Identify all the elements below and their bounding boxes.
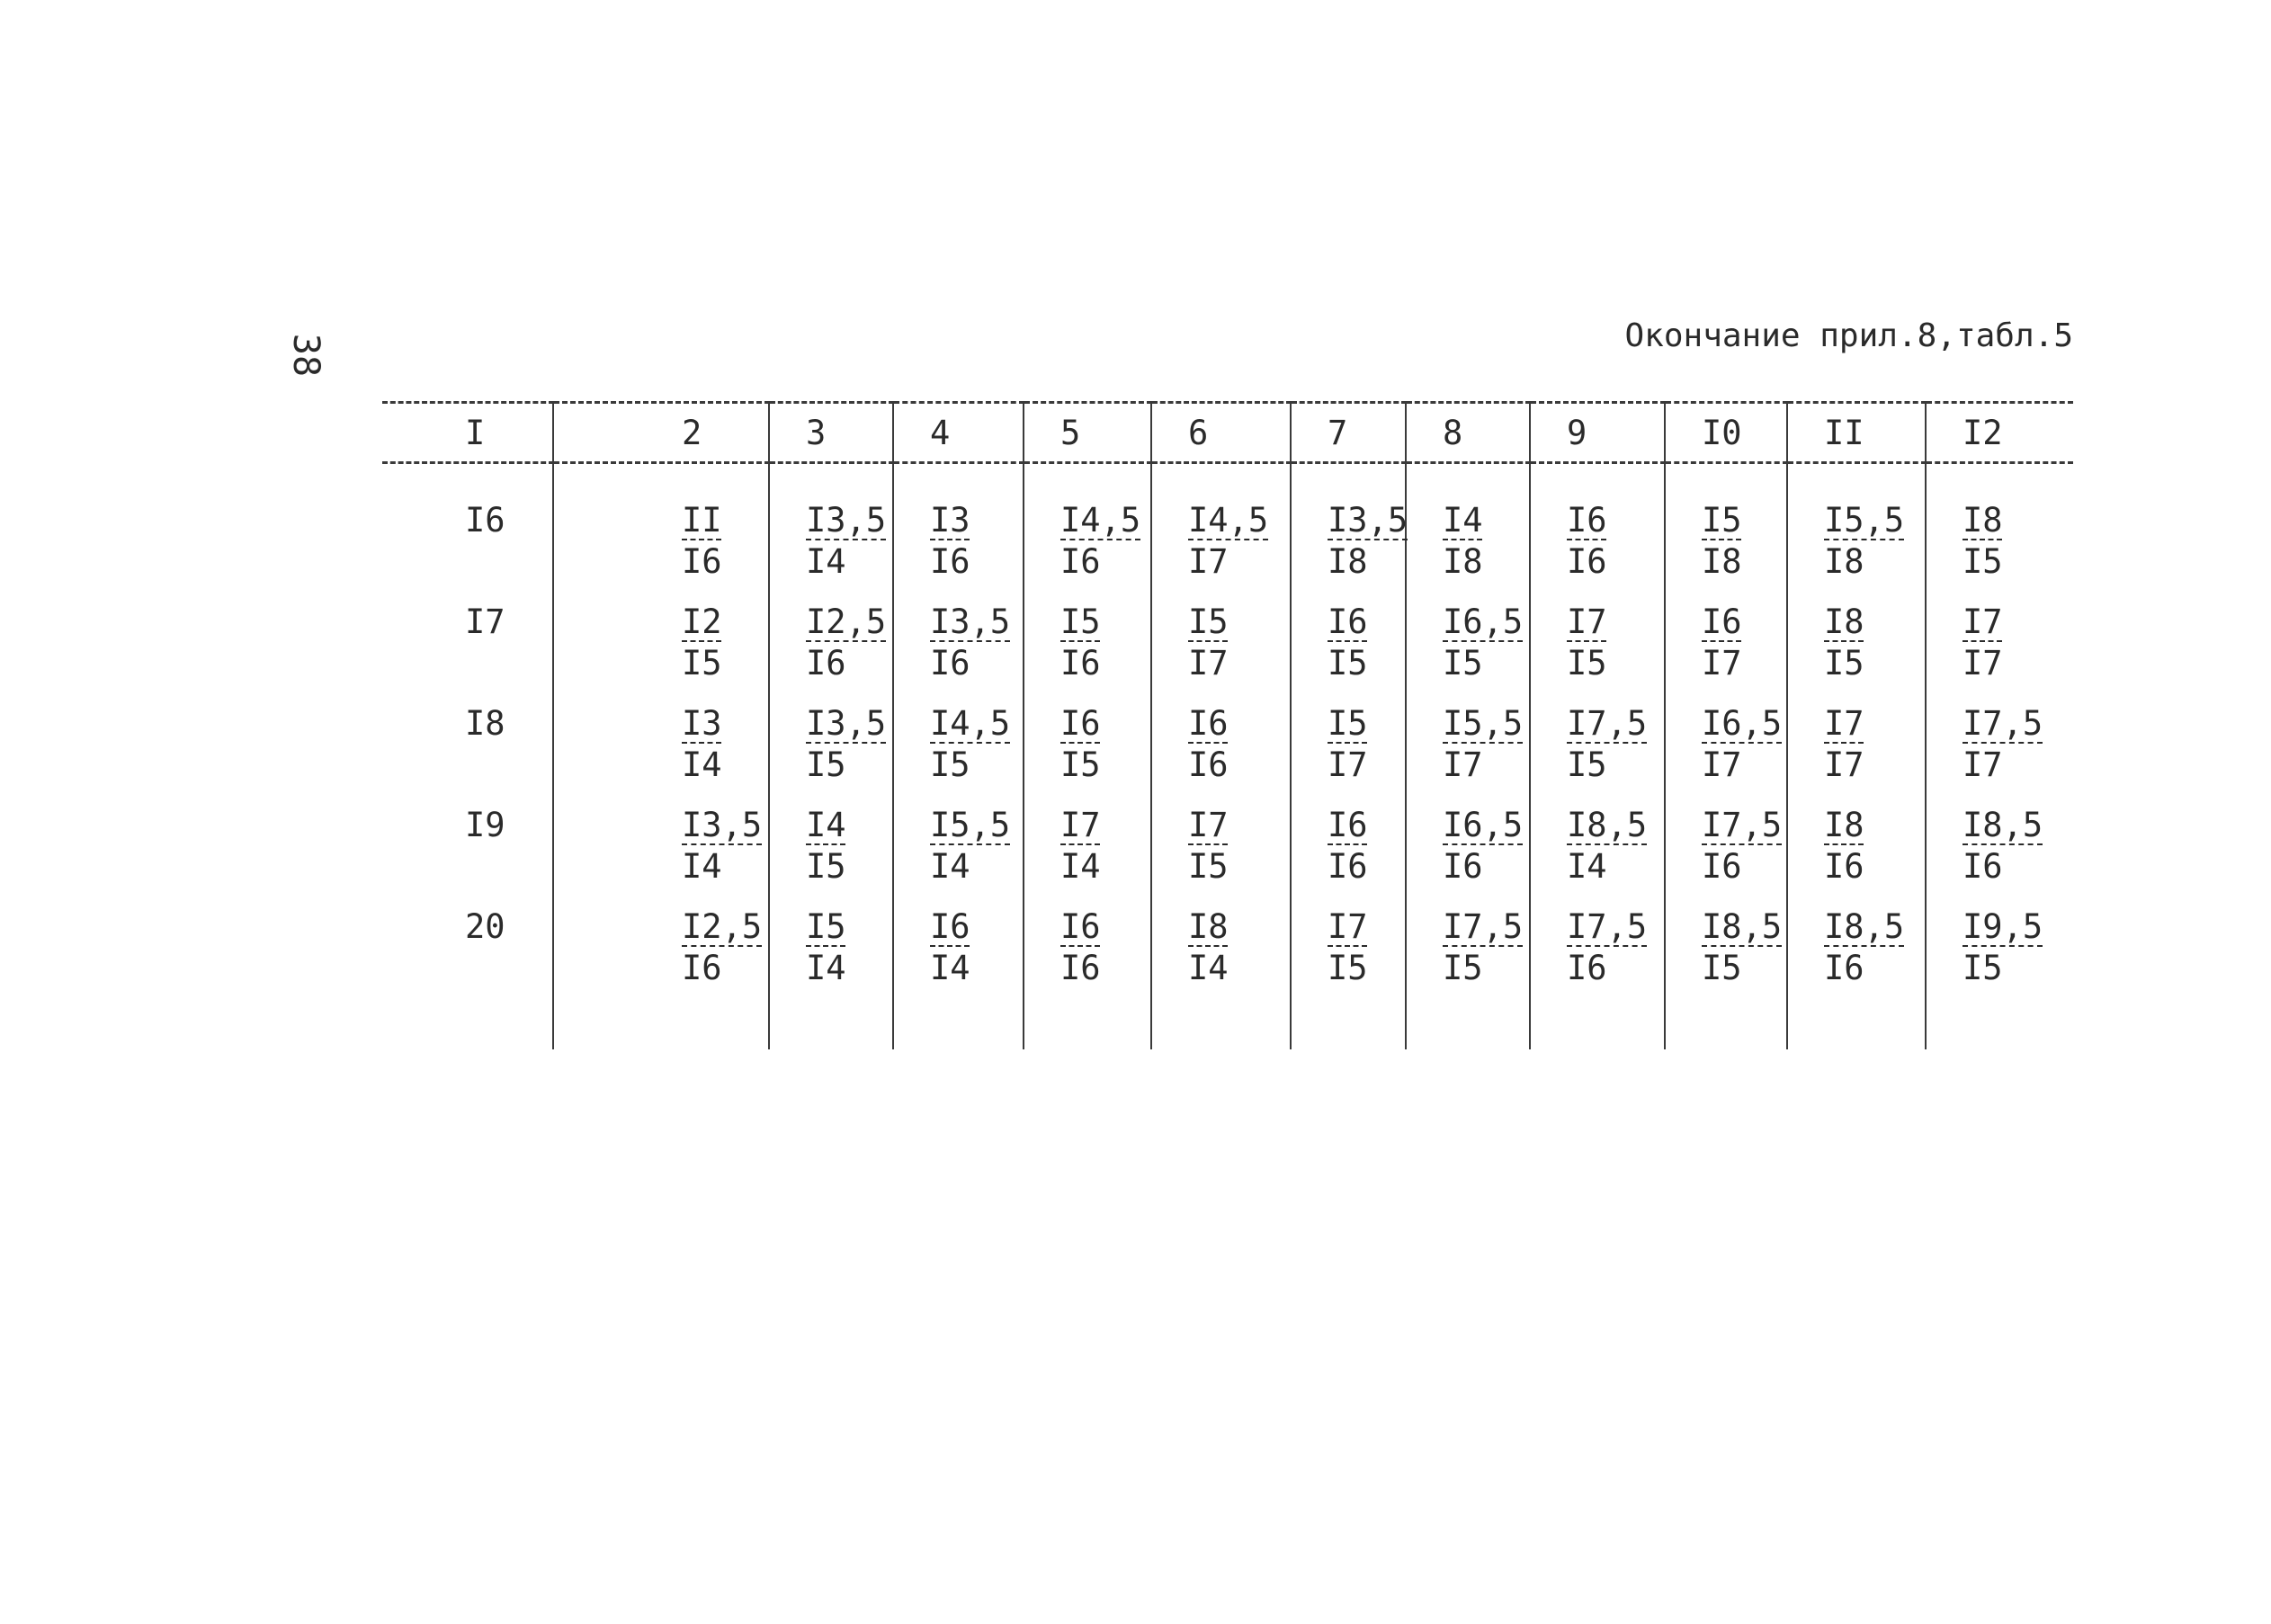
- fraction-cell: [553, 906, 769, 1008]
- column-header: 9: [1530, 403, 1665, 463]
- fraction-denominator: I5: [1060, 745, 1101, 784]
- fraction-denominator: I7: [1963, 644, 2003, 683]
- fraction-cell: [1291, 805, 1406, 906]
- fraction: [1963, 500, 2003, 583]
- row-label: I8: [465, 704, 505, 743]
- fraction-denominator: I5: [930, 745, 970, 784]
- fraction-cell: [1665, 602, 1787, 703]
- fraction-cell: [769, 703, 893, 805]
- fraction: [1702, 602, 1742, 684]
- fraction-numerator: I7: [1824, 704, 1864, 743]
- spacer-cell: [1530, 1008, 1665, 1049]
- fraction-denominator: I4: [1060, 847, 1101, 886]
- fraction: [682, 703, 722, 786]
- fraction-cell: [769, 805, 893, 906]
- fraction-denominator: I8: [1328, 542, 1368, 581]
- column-header: 8: [1406, 403, 1530, 463]
- fraction-denominator: I6: [682, 949, 722, 987]
- fraction-numerator: I8: [1963, 501, 2003, 540]
- fraction: [1060, 906, 1101, 989]
- fraction-numerator: I5: [1060, 602, 1101, 641]
- fraction-denominator: I6: [1060, 644, 1101, 683]
- row-label-cell: [382, 463, 553, 602]
- fraction-numerator: I6: [1060, 704, 1101, 743]
- data-table: [382, 401, 2073, 1049]
- fraction: [806, 500, 886, 583]
- fraction: [930, 500, 970, 583]
- fraction-denominator: I7: [1443, 745, 1483, 784]
- fraction-numerator: I3,5: [1328, 501, 1408, 540]
- fraction-cell: [1665, 703, 1787, 805]
- spacer-cell: [553, 1008, 769, 1049]
- fraction-denominator: I5: [1824, 644, 1864, 683]
- fraction: [1060, 805, 1101, 888]
- fraction: [806, 906, 846, 989]
- fraction: [1567, 906, 1647, 989]
- fraction-denominator: I4: [1567, 847, 1607, 886]
- fraction-cell: [1406, 805, 1530, 906]
- fraction: [930, 805, 1010, 888]
- fraction-cell: [1926, 805, 2073, 906]
- row-label: 20: [465, 907, 505, 946]
- column-header: I2: [1926, 403, 2073, 463]
- fraction: [1188, 500, 1268, 583]
- fraction: [1443, 703, 1523, 786]
- fraction: [1702, 500, 1742, 583]
- fraction-numerator: I5: [1702, 501, 1742, 540]
- fraction-cell: [1530, 906, 1665, 1008]
- fraction-cell: [1406, 703, 1530, 805]
- fraction-numerator: I8,5: [1702, 907, 1783, 946]
- fraction-cell: [1787, 602, 1926, 703]
- fraction-denominator: I6: [806, 644, 846, 683]
- header-row: [382, 403, 2073, 463]
- fraction-numerator: I7,5: [1963, 704, 2043, 743]
- fraction-numerator: I7,5: [1567, 704, 1648, 743]
- fraction-denominator: I4: [930, 847, 970, 886]
- column-header: 4: [893, 403, 1024, 463]
- fraction-numerator: I8: [1188, 907, 1229, 946]
- spacer-cell: [1787, 1008, 1926, 1049]
- fraction: [1328, 602, 1368, 684]
- fraction: [1188, 703, 1229, 786]
- fraction-cell: [1291, 602, 1406, 703]
- table-row: [382, 602, 2073, 703]
- fraction-cell: [1926, 906, 2073, 1008]
- fraction-denominator: I4: [930, 949, 970, 987]
- fraction-denominator: I5: [1702, 949, 1742, 987]
- fraction-cell: [893, 602, 1024, 703]
- fraction-numerator: I5: [806, 907, 846, 946]
- fraction: [1060, 602, 1101, 684]
- fraction-numerator: I4: [806, 806, 846, 844]
- fraction-cell: [1291, 906, 1406, 1008]
- table-row: [382, 805, 2073, 906]
- spacer-cell: [769, 1008, 893, 1049]
- fraction-denominator: I6: [1824, 949, 1864, 987]
- fraction-numerator: I7: [1328, 907, 1368, 946]
- fraction-cell: [1024, 805, 1151, 906]
- fraction-denominator: I5: [1443, 949, 1483, 987]
- fraction-cell: [1926, 463, 2073, 602]
- fraction-denominator: I5: [1567, 745, 1607, 784]
- fraction-cell: [769, 463, 893, 602]
- fraction-denominator: I5: [1963, 949, 2003, 987]
- fraction-cell: [1024, 463, 1151, 602]
- fraction: [1443, 602, 1523, 684]
- row-label: I6: [465, 501, 505, 540]
- fraction-cell: [1530, 805, 1665, 906]
- fraction-denominator: I8: [1824, 542, 1864, 581]
- fraction-numerator: I7: [1060, 806, 1101, 844]
- fraction: [682, 500, 722, 583]
- fraction: [1824, 703, 1864, 786]
- fraction-denominator: I6: [1188, 745, 1229, 784]
- fraction-denominator: I5: [682, 644, 722, 683]
- table-row: [382, 906, 2073, 1008]
- fraction-denominator: I5: [1328, 644, 1368, 683]
- fraction: [806, 602, 886, 684]
- fraction-numerator: I6: [930, 907, 970, 946]
- fraction-cell: [1926, 602, 2073, 703]
- fraction: [930, 906, 970, 989]
- column-header: 5: [1024, 403, 1151, 463]
- fraction-numerator: I7: [1188, 806, 1229, 844]
- fraction-numerator: I6: [1328, 602, 1368, 641]
- fraction: [806, 805, 846, 888]
- fraction-cell: [1787, 906, 1926, 1008]
- fraction-numerator: I4,5: [1060, 501, 1141, 540]
- spacer-cell: [1665, 1008, 1787, 1049]
- fraction: [806, 703, 886, 786]
- fraction-cell: [1406, 463, 1530, 602]
- fraction: [1824, 805, 1864, 888]
- fraction: [1060, 703, 1101, 786]
- fraction-denominator: I7: [1328, 745, 1368, 784]
- fraction-cell: [553, 463, 769, 602]
- fraction-cell: [893, 463, 1024, 602]
- spacer-cell: [1024, 1008, 1151, 1049]
- fraction-denominator: I7: [1702, 745, 1742, 784]
- fraction-denominator: I5: [1443, 644, 1483, 683]
- fraction: [1567, 703, 1647, 786]
- fraction: [1963, 602, 2003, 684]
- spacer-cell: [1406, 1008, 1530, 1049]
- fraction-cell: [1665, 463, 1787, 602]
- row-label: I9: [465, 806, 505, 844]
- fraction-numerator: I8,5: [1567, 806, 1648, 844]
- row-label-cell: [382, 805, 553, 906]
- fraction: [1328, 805, 1368, 888]
- fraction-denominator: I6: [1060, 542, 1101, 581]
- fraction-numerator: I3,5: [682, 806, 763, 844]
- fraction-denominator: I7: [1963, 745, 2003, 784]
- fraction-cell: [1151, 463, 1291, 602]
- table-spacer-row: [382, 1008, 2073, 1049]
- fraction-denominator: I5: [1328, 949, 1368, 987]
- fraction-cell: [553, 703, 769, 805]
- fraction-numerator: I6: [1702, 602, 1742, 641]
- fraction-denominator: I5: [1567, 644, 1607, 683]
- fraction-cell: [769, 906, 893, 1008]
- column-header: 3: [769, 403, 893, 463]
- fraction-denominator: I7: [1188, 644, 1229, 683]
- fraction: [1443, 906, 1523, 989]
- fraction-numerator: I6: [1328, 806, 1368, 844]
- fraction: [1328, 703, 1368, 786]
- fraction-cell: [893, 703, 1024, 805]
- fraction-numerator: I5: [1328, 704, 1368, 743]
- spacer-cell: [893, 1008, 1024, 1049]
- fraction: [682, 906, 762, 989]
- data-table-container: [382, 401, 2073, 1049]
- fraction-numerator: I2: [682, 602, 722, 641]
- column-header: I0: [1665, 403, 1787, 463]
- fraction: [1443, 500, 1483, 583]
- fraction: [682, 805, 762, 888]
- fraction-denominator: I7: [1188, 542, 1229, 581]
- row-label-cell: [382, 906, 553, 1008]
- fraction-numerator: II: [682, 501, 722, 540]
- fraction-numerator: I8,5: [1824, 907, 1905, 946]
- fraction-numerator: I7,5: [1443, 907, 1524, 946]
- fraction: [1567, 602, 1607, 684]
- row-label-cell: [382, 602, 553, 703]
- fraction: [1188, 602, 1229, 684]
- spacer-cell: [1291, 1008, 1406, 1049]
- fraction-denominator: I6: [1567, 949, 1607, 987]
- fraction-denominator: I6: [1328, 847, 1368, 886]
- row-label: I7: [465, 602, 505, 641]
- column-header: 6: [1151, 403, 1291, 463]
- fraction-numerator: I7,5: [1702, 806, 1783, 844]
- table-body: [382, 463, 2073, 1050]
- fraction-denominator: I6: [1567, 542, 1607, 581]
- fraction-cell: [1406, 602, 1530, 703]
- fraction-numerator: I6: [1567, 501, 1607, 540]
- fraction-numerator: I9,5: [1963, 907, 2043, 946]
- fraction-cell: [769, 602, 893, 703]
- fraction-denominator: I6: [1702, 847, 1742, 886]
- fraction-denominator: I6: [1443, 847, 1483, 886]
- fraction-cell: [553, 805, 769, 906]
- fraction-denominator: I4: [806, 949, 846, 987]
- fraction-cell: [893, 906, 1024, 1008]
- fraction-denominator: I5: [806, 847, 846, 886]
- fraction: [930, 602, 1010, 684]
- fraction-denominator: I6: [930, 542, 970, 581]
- fraction-numerator: I3: [682, 704, 722, 743]
- fraction-cell: [1151, 805, 1291, 906]
- column-header: 7: [1291, 403, 1406, 463]
- fraction-denominator: I7: [1824, 745, 1864, 784]
- fraction-numerator: I7: [1963, 602, 2003, 641]
- fraction-numerator: I8,5: [1963, 806, 2043, 844]
- fraction-cell: [1151, 602, 1291, 703]
- fraction-numerator: I3: [930, 501, 970, 540]
- fraction-numerator: I7,5: [1567, 907, 1648, 946]
- fraction-numerator: I3,5: [930, 602, 1011, 641]
- fraction-numerator: I8: [1824, 602, 1864, 641]
- fraction-numerator: I4,5: [1188, 501, 1269, 540]
- fraction: [930, 703, 1010, 786]
- fraction: [1824, 602, 1864, 684]
- fraction-cell: [1151, 703, 1291, 805]
- fraction: [1443, 805, 1523, 888]
- fraction-numerator: I6,5: [1702, 704, 1783, 743]
- spacer-cell: [1926, 1008, 2073, 1049]
- fraction-denominator: I8: [1443, 542, 1483, 581]
- fraction-denominator: I5: [1188, 847, 1229, 886]
- fraction-denominator: I7: [1702, 644, 1742, 683]
- fraction-numerator: I4,5: [930, 704, 1011, 743]
- fraction-numerator: I7: [1567, 602, 1607, 641]
- fraction-numerator: I6,5: [1443, 806, 1524, 844]
- fraction-denominator: I4: [682, 847, 722, 886]
- fraction: [1328, 500, 1408, 583]
- fraction: [1702, 805, 1782, 888]
- spacer-cell: [382, 1008, 553, 1049]
- fraction: [1567, 500, 1607, 583]
- fraction: [1328, 906, 1368, 989]
- table-row: [382, 463, 2073, 602]
- fraction: [1188, 906, 1229, 989]
- fraction-numerator: I5,5: [1443, 704, 1524, 743]
- fraction-numerator: I2,5: [682, 907, 763, 946]
- fraction-cell: [1787, 703, 1926, 805]
- fraction-denominator: I8: [1702, 542, 1742, 581]
- fraction-numerator: I8: [1824, 806, 1864, 844]
- fraction-numerator: I6: [1060, 907, 1101, 946]
- fraction-cell: [1530, 703, 1665, 805]
- column-header: I: [382, 403, 553, 463]
- fraction-cell: [893, 805, 1024, 906]
- fraction-denominator: I6: [682, 542, 722, 581]
- page-number: 38: [285, 333, 326, 378]
- fraction-cell: [1024, 703, 1151, 805]
- fraction-cell: [1024, 906, 1151, 1008]
- fraction-cell: [1530, 463, 1665, 602]
- fraction-numerator: I5,5: [930, 806, 1011, 844]
- fraction: [682, 602, 722, 684]
- column-header: 2: [553, 403, 769, 463]
- fraction-numerator: I4: [1443, 501, 1483, 540]
- fraction: [1567, 805, 1647, 888]
- fraction: [1824, 500, 1904, 583]
- fraction-numerator: I2,5: [806, 602, 887, 641]
- fraction-cell: [1926, 703, 2073, 805]
- fraction-cell: [1024, 602, 1151, 703]
- fraction: [1963, 906, 2043, 989]
- fraction-cell: [1787, 463, 1926, 602]
- fraction: [1702, 703, 1782, 786]
- fraction-cell: [1291, 463, 1406, 602]
- fraction-denominator: I6: [930, 644, 970, 683]
- fraction-cell: [553, 602, 769, 703]
- fraction-denominator: I6: [1060, 949, 1101, 987]
- fraction-cell: [1787, 805, 1926, 906]
- table-caption: Окончание прил.8,табл.5: [1624, 317, 2073, 354]
- fraction-numerator: I3,5: [806, 501, 887, 540]
- fraction-denominator: I5: [1963, 542, 2003, 581]
- fraction: [1188, 805, 1229, 888]
- fraction: [1963, 703, 2043, 786]
- fraction-numerator: I3,5: [806, 704, 887, 743]
- row-label-cell: [382, 703, 553, 805]
- fraction-numerator: I5: [1188, 602, 1229, 641]
- fraction-cell: [1665, 906, 1787, 1008]
- fraction-denominator: I5: [806, 745, 846, 784]
- fraction-numerator: I6,5: [1443, 602, 1524, 641]
- fraction-denominator: I4: [806, 542, 846, 581]
- spacer-cell: [1151, 1008, 1291, 1049]
- fraction-cell: [1665, 805, 1787, 906]
- fraction-numerator: I6: [1188, 704, 1229, 743]
- table-row: [382, 703, 2073, 805]
- fraction-numerator: I5,5: [1824, 501, 1905, 540]
- fraction: [1060, 500, 1140, 583]
- fraction-cell: [1530, 602, 1665, 703]
- fraction-denominator: I4: [1188, 949, 1229, 987]
- fraction-denominator: I6: [1824, 847, 1864, 886]
- fraction: [1963, 805, 2043, 888]
- fraction: [1824, 906, 1904, 989]
- fraction: [1702, 906, 1782, 989]
- fraction-denominator: I4: [682, 745, 722, 784]
- fraction-cell: [1291, 703, 1406, 805]
- column-header: II: [1787, 403, 1926, 463]
- fraction-cell: [1406, 906, 1530, 1008]
- fraction-cell: [1151, 906, 1291, 1008]
- fraction-denominator: I6: [1963, 847, 2003, 886]
